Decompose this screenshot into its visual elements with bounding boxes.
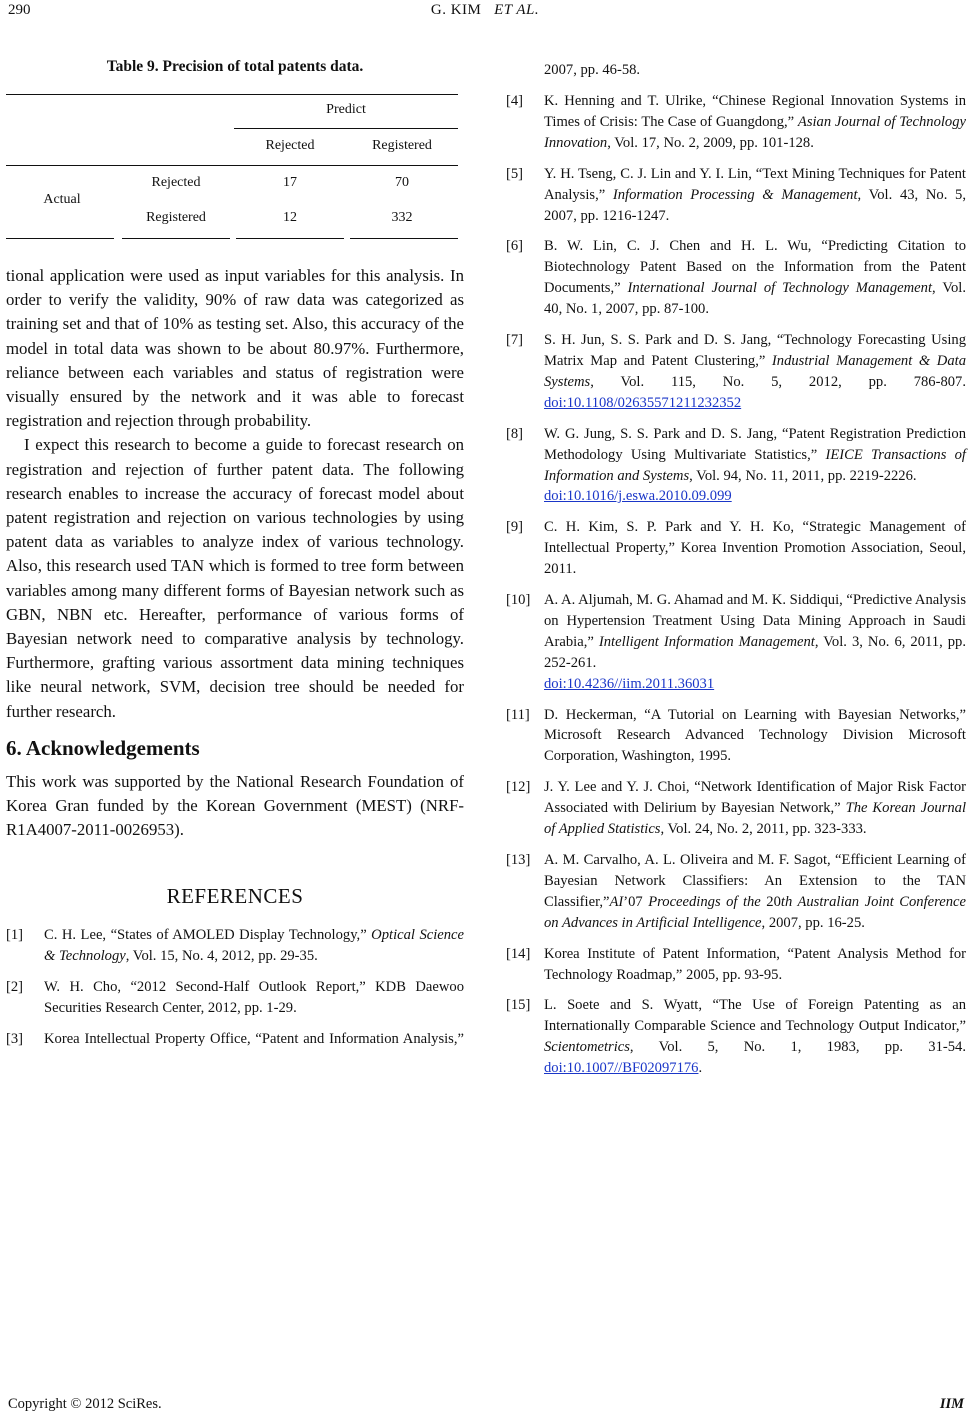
doi-link[interactable]: doi:10.1108/02635571211232352 [544, 394, 742, 411]
reference-list-left [6, 925, 464, 1050]
table-bottom-rule-2 [122, 238, 230, 239]
cell-rejected-registered: 70 [395, 175, 409, 190]
cell-registered-registered: 332 [391, 210, 413, 225]
reference-item: [5] Y. H. Tseng, C. J. Lin and Y. I. Lin, “Text Mining Techniques for Patent Analysis,” Information Processing & Management, Vol. 43, No. 5, 2007, pp. 1216-1247. [506, 165, 966, 224]
table-header-rule [6, 165, 458, 166]
doi-link[interactable]: doi:10.4236//iim.2011.36031 [544, 675, 715, 692]
actual-label: Actual [43, 192, 81, 207]
reference-item: [2] W. H. Cho, “2012 Second-Half Outlook Report,” KDB Daewoo Securities Research Center, 2012, pp. 1-29. [6, 979, 464, 1017]
acknowledgement-text: This work was supported by the National Research Foundation of Korea Gran funded by the Korean Government (MEST) (NRF-R1A4007-2011-0026953). [6, 771, 464, 840]
reference-item: [10] A. A. Aljumah, M. G. Ahamad and M. K. Siddiqui, “Predictive Analysis on Hypertension Treatment Using Data Mining Approach in Saudi Arabia,” Intelligent Information Management, Vol. 3, No. 6, 2011, pp. 252-261. doi:10.4236//iim.2011.36031 [506, 592, 967, 692]
references-title: REFERENCES [166, 884, 304, 909]
table-caption: Table 9. Precision of total patents data. [106, 58, 364, 75]
table-top-rule [6, 94, 458, 95]
reference-item: [12] J. Y. Lee and Y. J. Choi, “Network Identification of Major Risk Factor Associated with Delirium by Bayesian Network,” The Korean Journal of Applied Statistics, Vol. 24, No. 2, 2011, pp. 323-333. [506, 779, 967, 838]
col-header-registered: Registered [372, 138, 432, 153]
doi-link[interactable]: doi:10.1016/j.eswa.2010.09.099 [544, 488, 732, 505]
reference-item: [1] C. H. Lee, “States of AMOLED Display Technology,” Optical Science & Technology, Vol. 15, No. 4, 2012, pp. 29-35. [6, 927, 464, 965]
table-predict-rule [234, 128, 458, 129]
reference-item: [7] S. H. Jun, S. S. Park and D. S. Jang, “Technology Forecasting Using Matrix Map and Patent Clustering,” Industrial Management & Data Systems, Vol. 115, No. 5, 2012, pp. 786-807. doi:10.1108/02635571211232352 [506, 332, 966, 411]
reference-item: [9] C. H. Kim, S. P. Park and Y. H. Ko, “Strategic Management of Intellectual Property,” Korea Invention Promotion Association, Seoul, 2011. [506, 519, 966, 578]
cell-rejected-rejected: 17 [283, 175, 297, 190]
table-bottom-rule-3 [236, 238, 344, 239]
left-column [6, 58, 464, 1050]
reference-item: [14] Korea Institute of Patent Information, “Patent Analysis Method for Technology Roadmap,” 2005, pp. 93-95. [506, 945, 966, 983]
col-header-rejected: Rejected [265, 138, 315, 153]
reference-item: [6] B. W. Lin, C. J. Chen and H. L. Wu, “Predicting Citation to Biotechnology Patent Based on the Information from the Patent Documents,” International Journal of Technology Management, Vol. 40, No. 1, 2007, pp. 87-100. [506, 238, 966, 318]
copyright-notice: Copyright © 2012 SciRes. [8, 1396, 162, 1412]
section-heading: 6. Acknowledgements [6, 735, 200, 760]
predict-label: Predict [326, 102, 366, 117]
reference-item: [15] L. Soete and S. Wyatt, “The Use of Foreign Patenting as an Internationally Comparable Science and Technology Output Indicator,” Scientometrics, Vol. 5, No. 1, 1983, pp. 31-54. doi:10.1007//BF02097176. [506, 997, 966, 1077]
right-column [506, 60, 966, 1079]
page-number: 290 [8, 2, 31, 18]
body-text [6, 264, 464, 724]
reference-item: [13] A. M. Carvalho, A. L. Oliveira and M. F. Sagot, “Efficient Learning of Bayesian Network Classifiers: An Extension to the TAN Classifier,”AI’07 Proceedings of the 20th Australian Joint Conference on Advances in Artificial Intelligence, 2007, pp. 16-25. [506, 852, 966, 931]
table-bottom-rule-1 [6, 238, 114, 239]
reference-item: [11] D. Heckerman, “A Tutorial on Learning with Bayesian Networks,” Microsoft Research Advanced Technology Division Microsoft Corporation, Washington, 1995. [506, 706, 966, 765]
reference-item: [3] Korea Intellectual Property Office, “Patent and Information Analysis,” [6, 1031, 464, 1048]
row-label-rejected: Rejected [151, 175, 201, 190]
precision-table-block [6, 58, 464, 264]
page-footer [8, 1396, 964, 1413]
body-paragraph: tional application were used as input variables for this analysis. In order to verify the validity, 90% of raw data was categorized as training set and that of 10% as testing set. Also, this accuracy of the model in total data was shown to be about 80.97%. Furthermore, reliance between each variables and status of registration were visually ensured by the network and it was able to forecast registration and rejection through probability. [6, 266, 464, 431]
doi-link[interactable]: doi:10.1007//BF02097176 [544, 1060, 699, 1077]
body-paragraph: I expect this research to become a guide to forecast research on registration and rejection of further patent data. The following research enables to increase the accuracy of forecast model about patent registration and rejection on various technologies by using patent data as variables to analyze index of various technology. Also, this research used TAN which is formed to tree form between variables among many different forms of Bayesian network such as GBN, NBN etc. Hereafter, performance of various forms of Bayesian network need to comparative analysis by technology. Furthermore, grafting various assortment data mining techniques like neural network, SVM, decision tree should be needed for further research. [6, 435, 464, 721]
row-label-registered: Registered [146, 210, 206, 225]
page-header [0, 2, 970, 24]
cell-registered-rejected: 12 [283, 210, 297, 225]
reference-item: [8] W. G. Jung, S. S. Park and D. S. Jang, “Patent Registration Prediction Methodology Using Multivariate Statistics,” IEICE Transactions of Information and Systems, Vol. 94, No. 11, 2011, pp. 2219-2226. doi:10.1016/j.eswa.2010.09.099 [506, 425, 966, 505]
reference-item-continued: 2007, pp. 46-58. [544, 61, 641, 78]
table-bottom-rule-4 [350, 238, 458, 239]
journal-abbrev: IIM [939, 1396, 964, 1412]
running-title: G. KIM ET AL. [430, 2, 540, 18]
reference-item: [4] K. Henning and T. Ulrike, “Chinese Regional Innovation Systems in Times of Crisis: The Case of Guangdong,” Asian Journal of Technology Innovation, Vol. 17, No. 2, 2009, pp. 101-128. [506, 93, 966, 151]
